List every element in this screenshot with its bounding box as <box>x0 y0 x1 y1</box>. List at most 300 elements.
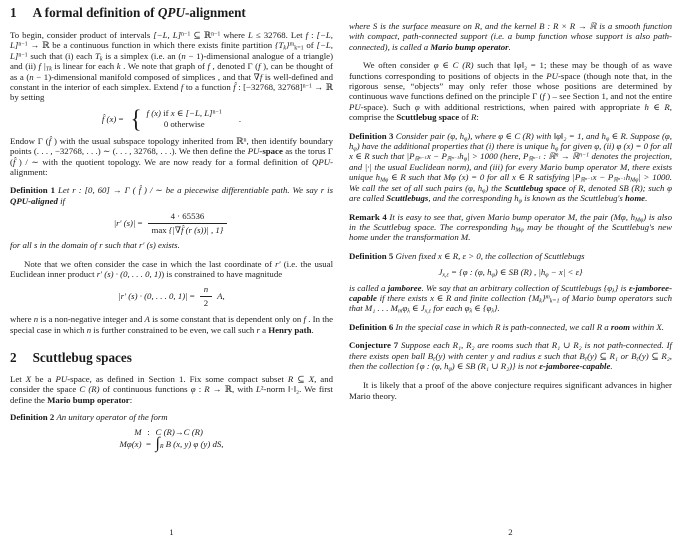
text-run: of R, denoted SB (R); such φ are called <box>349 182 672 204</box>
text-run: . <box>610 360 613 371</box>
text-run: Given fixed x ∈ R, ε > 0, the collection of Scuttlebugs <box>395 250 585 261</box>
text-run: f̂ <box>12 156 16 167</box>
equation-lhs <box>102 114 124 124</box>
text-run: is a non-negative integer and <box>38 314 145 325</box>
text-run: n−1 <box>18 41 28 48</box>
text-run: PU- <box>247 146 263 157</box>
integral-sign: ∫ <box>155 435 160 453</box>
paragraph-intro <box>10 30 333 103</box>
text-run: Scuttlebug space <box>504 182 566 193</box>
text-run: x,ε <box>442 272 449 279</box>
conjecture-7 <box>349 340 672 371</box>
text-run: , <box>222 291 225 302</box>
text-run: PU <box>55 373 68 384</box>
text-run: m <box>545 294 550 301</box>
text-run: {|∇f̂ (r (s))| , 1} <box>168 224 224 235</box>
definition-2 <box>10 412 333 422</box>
fraction-numerator <box>167 211 209 222</box>
definition-1 <box>10 185 333 206</box>
text-run: ⊆ <box>293 373 309 384</box>
text-run: Scuttlebugs <box>386 193 429 204</box>
text-run: ε <box>636 356 639 363</box>
text-run: r <box>256 324 260 335</box>
text-run: is well-defined and constant in the interior of each simplex. Extend <box>10 71 333 93</box>
text-run: Scuttlebug space <box>396 112 460 123</box>
definition-5-continuation <box>349 283 672 314</box>
section-1-title <box>33 5 246 20</box>
text-run: r′ <box>275 258 281 269</box>
text-run: f <box>258 61 261 72</box>
text-run: Mφ <box>515 227 524 234</box>
text-run: | > 1000 (here, P <box>467 151 529 162</box>
text-run: f <box>303 314 306 325</box>
text-run: ℝ <box>580 177 585 184</box>
text-run: Mario bump operator <box>430 41 509 52</box>
text-run: C (R) <box>155 426 175 437</box>
text-run: Remark 4 <box>349 211 390 222</box>
text-run: for all s in the domain of r such that r′ (s) exists. <box>10 240 180 251</box>
page-1-number: 1 <box>169 527 174 537</box>
text-run: = <box>135 217 143 228</box>
text-run: if there exists x ∈ R and finite collection {M <box>376 292 540 303</box>
text-run: n−1 <box>302 83 312 90</box>
text-run: A <box>144 314 150 325</box>
text-run: ⊆ ℝ <box>190 30 212 40</box>
text-run: where S is the surface measure on R, and the kernel B : R × R → ℝ is a smooth function with compact, path-connected support (i.e. a bump function whose support is also path-connected), is called a <box>349 21 672 52</box>
equation-jamboree <box>349 267 672 277</box>
text-run: ), where φ ∈ C (R) with ‖φ‖₂ = 1, and h <box>467 130 606 141</box>
text-run: is some constant that is dependent only on <box>149 314 304 325</box>
text-run: space <box>262 146 283 157</box>
text-run: as the torus Γ ( <box>10 146 333 167</box>
definition-6 <box>349 322 672 332</box>
text-run: φ <box>518 198 522 205</box>
text-run: h <box>459 151 464 162</box>
text-run: of <box>459 112 471 123</box>
text-run: Note that we often consider the case in which the last coordinate of <box>24 258 276 269</box>
text-run: ∈ <box>174 108 186 119</box>
section-1-heading <box>10 5 333 20</box>
fraction <box>148 211 228 235</box>
text-run: : [−32768, 32768] <box>235 82 303 93</box>
text-run: . <box>645 193 648 204</box>
text-run: − x| < ε} <box>548 267 583 278</box>
text-run: Mφ(x) <box>119 438 142 449</box>
operator-row1-rhs <box>156 427 224 437</box>
text-run: ) with the usual subspace topology inherited from ℝ <box>51 135 244 146</box>
operator-row2-lhs <box>120 439 142 449</box>
text-run: 4 · 65536 <box>170 211 205 222</box>
text-run: } <box>541 292 546 303</box>
text-run: ℝ <box>446 157 452 164</box>
text-run: A formal definition of <box>32 5 158 20</box>
text-run: k=1 <box>294 46 304 53</box>
text-run: n <box>29 71 34 82</box>
text-run: Definition 5 <box>349 250 396 261</box>
text-run: -space, as defined in Section 1. Fix some compact subset <box>67 373 288 384</box>
text-run: f̂ <box>48 135 52 146</box>
paragraph-wave-functions <box>349 60 672 122</box>
text-run: ℝ <box>613 177 619 184</box>
text-run: : <box>308 30 317 40</box>
text-run: : <box>129 394 133 405</box>
text-run: is a simplex (i.e. an ( <box>102 50 182 61</box>
text-run: m <box>398 309 403 316</box>
text-run: [−L, L] <box>10 40 333 61</box>
text-run: λ <box>491 309 494 316</box>
fraction-numerator <box>200 284 212 295</box>
text-run: f̂ <box>233 82 236 93</box>
definition-1-condition <box>10 240 333 250</box>
text-run: may be thought of the Scuttlebug's new home under the transformation M. <box>349 221 672 243</box>
text-run: 0 otherwise <box>163 118 205 129</box>
paragraph-pu-space <box>10 136 333 178</box>
text-run: n−1 <box>211 31 221 38</box>
text-run: Let r : [0, 60] → Γ ( f̂ ) / ∼ be a piecewise differentiable path. We say r is <box>58 185 333 196</box>
text-run: k=1 <box>549 298 560 305</box>
text-run: T <box>94 50 100 61</box>
text-run: , then identify boundary points (. . . , −32768, . . .) ∼ (. . . , 32768, . . .). We then define the <box>10 135 334 157</box>
text-run: h <box>644 101 649 112</box>
section-2-title <box>33 350 132 365</box>
fraction-denominator <box>148 223 228 235</box>
text-run: k <box>116 61 121 72</box>
text-run: for given φ, (ii) φ (x) = 0 for all x ∈ R such that |P <box>349 141 672 162</box>
text-run: In the special case in which R is path-connected, we call R a <box>395 321 611 332</box>
text-run: ∈ J <box>409 303 425 314</box>
definition-5 <box>349 251 672 261</box>
equation-mario-bump-operator <box>10 426 333 453</box>
equation-lhs <box>114 218 143 228</box>
equation-trailing-period: . <box>238 113 242 124</box>
text-run: → ℝ be a continuous function in which there exists finite partition <box>27 40 275 51</box>
text-run: . <box>311 324 314 335</box>
text-run: QPU <box>311 156 331 167</box>
text-run: A <box>217 291 223 302</box>
text-run: X <box>25 373 32 384</box>
text-run: = {φ : (φ, h <box>448 267 492 278</box>
text-run: x − P <box>426 151 447 162</box>
text-run: Mφ <box>635 217 644 224</box>
integrand <box>166 439 224 449</box>
text-run: R <box>664 101 670 112</box>
text-run: r′ (s) · (0, . . . 0, 1) <box>96 268 162 279</box>
text-run: , comprise the <box>349 101 672 123</box>
text-run: . We note that graph of <box>120 61 208 72</box>
text-run: of continuous functions <box>99 384 191 395</box>
text-run: C (R) <box>452 60 474 71</box>
text-run: = <box>187 291 195 302</box>
text-run: ) ∈ SB (R) , |h <box>494 267 546 278</box>
text-run: n−1 <box>181 31 191 38</box>
case-line-2 <box>164 119 205 129</box>
text-run: QPU-aligned <box>10 195 58 206</box>
text-run: k <box>99 56 103 63</box>
text-run: φ <box>605 136 610 143</box>
paragraph-henry-path <box>10 314 333 335</box>
text-run: → ℝ, with <box>209 384 256 395</box>
text-run: , and consider the space <box>10 373 333 395</box>
text-run: C (R) <box>183 426 203 437</box>
text-run: Consider pair (φ, h <box>395 130 465 141</box>
text-run: with additional restrictions, when paired with appropriate <box>419 101 645 112</box>
text-run: x − P <box>592 172 614 183</box>
text-run: of Mario bump operators such that M₁ . . . M <box>349 292 672 314</box>
text-run: x,ε <box>424 309 432 316</box>
text-run: φ <box>433 60 439 71</box>
page-2-number: 2 <box>508 527 513 537</box>
text-run: → <box>174 426 184 437</box>
equation-lhs <box>118 291 194 301</box>
piecewise-cases <box>147 108 222 129</box>
text-run: Endow Γ ( <box>10 135 49 146</box>
text-run: within X. <box>629 321 664 332</box>
operator-row1-lhs <box>120 427 142 437</box>
text-run: n−1 <box>419 155 427 161</box>
text-run: M <box>134 426 142 437</box>
text-run: Mφ <box>380 177 389 184</box>
text-run: ) / ∼ with the quotient topology. We are now ready for a formal definition of <box>15 156 312 167</box>
fraction-denominator <box>200 296 212 308</box>
text-run: denotes the projection, and |·| the usual Euclidean norm), and (iii) for every Mario bump operator M, there exists unique h <box>349 151 672 183</box>
text-run: Tk <box>45 66 52 73</box>
text-run: ℝ <box>528 157 534 164</box>
text-run: ε <box>433 356 436 363</box>
text-run: f <box>542 91 545 102</box>
text-run: [−L, L] <box>185 108 213 119</box>
text-run: n <box>181 50 186 61</box>
text-run: (y) with center y and radius ε such that B <box>435 350 585 361</box>
text-run: is further constrained to be even, we call such <box>91 324 257 335</box>
text-run: φ <box>482 188 486 195</box>
text-run: ) have the additional properties that (i) there is unique h <box>356 141 555 152</box>
text-run: [−L, L] <box>153 30 182 40</box>
text-run: Mario bump operator <box>47 394 130 405</box>
text-run: . We say that an arbitrary collection of Scuttlebugs {φ <box>421 282 613 293</box>
definition-2-continuation <box>349 21 672 52</box>
text-run: m <box>289 41 295 48</box>
text-run: − 1)-dimensional analogue of a triangle) and (ii) <box>10 50 334 72</box>
text-run: Definition 6 <box>349 321 396 332</box>
text-run: An unitary operator of the form <box>56 412 168 423</box>
text-run: n <box>243 137 247 144</box>
text-run: -alignment: <box>10 156 333 178</box>
text-run: ) is constrained to have magnitude <box>161 268 283 279</box>
text-run: such that (i) each <box>27 50 95 61</box>
text-run: f (x) <box>146 108 161 119</box>
text-run: ℝ <box>414 157 420 164</box>
text-run: ∈ <box>648 101 665 112</box>
text-run: 2 <box>203 297 209 308</box>
text-run: f̂ (x) <box>101 113 117 124</box>
section-2-heading <box>10 350 333 365</box>
text-run: ≤ 32768. Let <box>252 30 306 40</box>
text-run: We often consider <box>363 60 434 71</box>
text-run: , and the corresponding h <box>428 193 519 204</box>
text-run: λ <box>612 288 615 295</box>
text-run: home <box>625 193 646 204</box>
section-2-number: 2 <box>10 349 17 365</box>
text-run: jamboree <box>387 282 422 293</box>
text-run: n <box>555 152 559 159</box>
text-run: → ℝ by setting <box>10 82 333 103</box>
text-run: ∈ {φ <box>472 303 492 314</box>
equation-speed-constraint <box>10 211 333 235</box>
text-run: |r′ (s) · (0, . . . 0, 1)| <box>118 291 188 302</box>
text-run: f <box>259 71 263 82</box>
text-run: : <box>476 112 479 123</box>
text-run: ∈ R. Suppose (φ, h <box>349 130 672 152</box>
text-run: ) is also in the Scuttlebug space. The corresponding h <box>349 211 672 232</box>
text-run: where <box>10 314 34 325</box>
paragraph-note <box>10 259 333 280</box>
text-run: n <box>33 314 39 325</box>
text-run: It is likely that a proof of the above conjecture requires significant advances in higher Mario theory. <box>349 380 672 401</box>
fraction <box>200 284 212 308</box>
text-run: Henry path <box>268 324 312 335</box>
text-run: such that ‖ <box>473 60 517 71</box>
text-run: R <box>287 373 294 384</box>
equation-last-coordinate <box>10 284 333 308</box>
text-run: ²-norm ‖·‖₂. We first define the <box>10 384 334 405</box>
text-run: Conjecture 7 <box>349 340 401 351</box>
remark-4 <box>349 212 672 243</box>
text-run: f | <box>38 61 46 72</box>
text-run: ε-jamboree-capable <box>349 282 673 303</box>
text-run: room <box>610 321 630 332</box>
operator-row2-relation: = <box>146 438 151 449</box>
text-run: φ <box>555 146 559 153</box>
page-2 <box>349 0 672 560</box>
text-run: n−1 <box>212 109 222 116</box>
text-run: (i.e. the usual Euclidean inner product <box>10 258 334 279</box>
text-run: ∈ <box>438 60 453 71</box>
text-run: of <box>303 40 317 51</box>
text-run: } is <box>614 282 629 293</box>
text-run: ), can be thought of as a ( <box>10 61 333 82</box>
text-run: -alignment <box>184 5 246 20</box>
text-run: ∈ R such that Mφ (x) = 0 for all x ∈ R satisfying |P <box>388 172 581 183</box>
text-run: φ <box>353 146 357 153</box>
text-run: φ <box>545 272 549 279</box>
text-run: λ <box>469 309 473 316</box>
text-run: [−L, L] <box>10 30 333 51</box>
text-run: f <box>305 30 309 40</box>
text-run: n <box>203 284 209 295</box>
text-run: PU <box>546 70 558 81</box>
text-run: , denoted Γ ( <box>209 61 259 72</box>
text-run: → ℝ <box>558 151 580 162</box>
text-run: n−1 <box>18 52 28 59</box>
text-run: n−1 <box>533 155 541 161</box>
text-run: k <box>539 298 542 305</box>
text-run: f <box>180 82 184 93</box>
text-run: x <box>170 108 175 119</box>
text-run: } <box>286 40 290 51</box>
paragraph-scuttlebug-intro <box>10 374 333 405</box>
text-run: Definition 3 <box>349 130 396 141</box>
text-run: − 1)-dimensional manifold composed of simplices , and that ∇ <box>33 71 260 82</box>
text-run: φ <box>190 384 196 395</box>
text-run: max <box>151 224 169 235</box>
text-run: if <box>57 195 65 206</box>
text-run: R <box>470 112 477 123</box>
text-run: to a function <box>183 82 234 93</box>
text-run: f <box>207 61 210 72</box>
text-run: Definition 2 <box>10 412 57 423</box>
text-run: a <box>259 324 269 335</box>
text-run: φ <box>491 272 495 279</box>
left-brace-glyph: { <box>130 104 142 133</box>
definition-3 <box>349 131 672 204</box>
text-run: ) ∈ SB (R₁ ∪ R₂)} is not <box>451 360 540 371</box>
equation-tail <box>217 291 225 301</box>
text-run: φ <box>402 303 408 314</box>
text-run: -space). Such <box>360 101 415 112</box>
text-run: φ <box>414 101 420 112</box>
paragraph-closing <box>349 380 672 401</box>
text-run: . <box>508 41 511 52</box>
text-run: C (R) <box>79 384 100 395</box>
text-run: L <box>247 30 253 40</box>
operator-row1-relation: : <box>147 426 150 437</box>
text-run: φ <box>448 366 452 373</box>
text-run: }. <box>493 303 500 314</box>
text-run: n−1 <box>584 176 593 182</box>
text-run: To begin, consider product of intervals <box>10 30 154 40</box>
text-run: R <box>204 384 210 395</box>
text-run: ε <box>584 356 588 363</box>
text-run: {T <box>274 40 284 51</box>
text-run: (y) ⊆ R₂, then the collection {φ : (φ, h <box>349 350 673 371</box>
text-run: ‖₂ = 1; these may be though of as wave functions corresponding to positions of objects in the <box>349 60 672 81</box>
text-run: λ <box>407 309 410 316</box>
text-run: J <box>438 267 443 278</box>
text-run: (y) ⊆ R₁ or B <box>587 350 637 361</box>
text-run: Definition 1 <box>10 185 59 196</box>
integral-subscript: R <box>159 443 164 450</box>
text-run: = <box>116 113 124 124</box>
text-run: φ <box>464 136 468 143</box>
text-run: Let <box>10 373 26 384</box>
text-run: : <box>195 384 205 395</box>
section-1-number: 1 <box>10 5 17 20</box>
text-run: ) the <box>485 182 505 193</box>
text-run: Scuttlebug spaces <box>32 349 132 365</box>
text-run: . In the special case in which <box>10 314 333 335</box>
text-run: Mφ <box>630 177 639 184</box>
text-run: : ℝ <box>540 151 556 162</box>
text-run: if <box>160 108 171 119</box>
text-run: φ <box>516 60 522 71</box>
text-run: is called a <box>349 282 388 293</box>
text-run: n−1 <box>451 155 460 161</box>
text-run: is known as the Scuttlebug's <box>521 193 626 204</box>
text-run: | > 1000. We call the set of all such pairs (φ, h <box>349 172 672 193</box>
text-run: -space (though note that, in the rigorous sense, “objects” may only refer those whose positions are determined by continuous wave functions defined on the principle Γ ( <box>349 70 672 102</box>
text-run: n−1 <box>618 176 626 182</box>
text-run: X <box>308 373 315 384</box>
text-run: for each φ <box>431 303 470 314</box>
equation-piecewise-definition <box>10 104 333 133</box>
text-run: φ <box>463 157 467 164</box>
text-run: B (x, y) φ (y) dS, <box>165 438 224 449</box>
text-run: L <box>256 384 261 395</box>
text-run: is linear for each <box>51 61 117 72</box>
text-run: h <box>625 172 631 183</box>
text-run: |r′ (s)| <box>113 217 136 228</box>
text-run: It is easy to see that, given Mario bump operator M, the pair (Mφ, h <box>389 211 635 222</box>
